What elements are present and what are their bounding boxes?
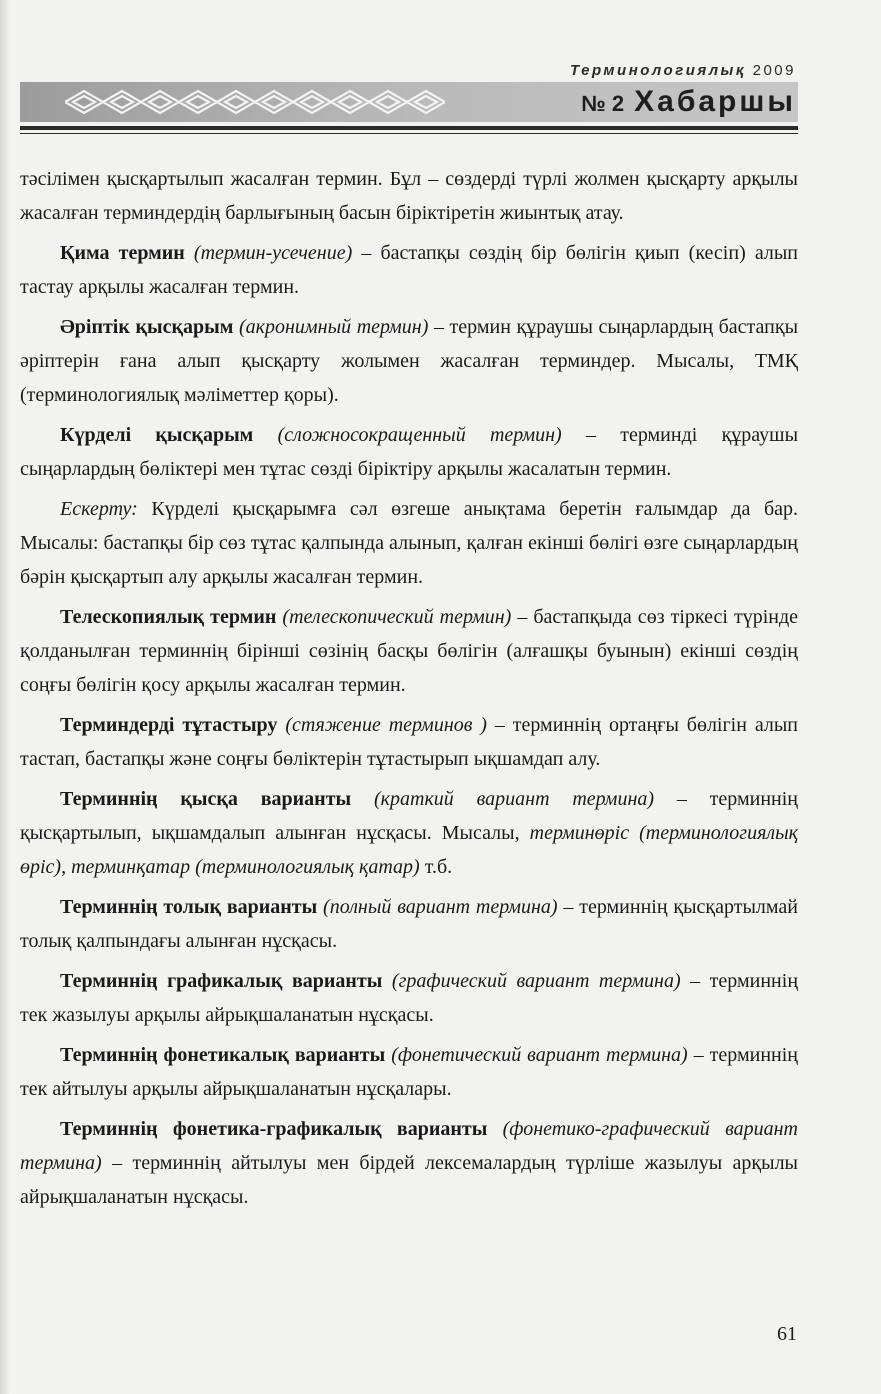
running-header <box>20 60 798 150</box>
term-entry <box>20 782 798 884</box>
term-name: Әріптік қысқарым <box>60 316 234 338</box>
term-name: Терминдерді тұтастыру <box>60 714 278 736</box>
term-entry <box>20 708 798 776</box>
header-rule-thick <box>20 126 798 130</box>
term-name: Терминнің толық варианты <box>60 896 318 918</box>
term-russian: (телескопический термин) <box>282 606 512 628</box>
term-name: Терминнің графикалық варианты <box>60 970 383 992</box>
term-definition: – терминнің қысқартылмай толық қалпындағы алынған нұсқасы. <box>20 896 798 952</box>
series-line <box>570 62 796 79</box>
header-rule-thin <box>20 133 798 134</box>
series-year: 2009 <box>752 62 796 79</box>
note-paragraph <box>20 492 798 594</box>
term-russian: (термин-усечение) <box>193 242 353 264</box>
term-entry <box>20 310 798 412</box>
term-russian: (стяжение терминов ) <box>285 714 487 736</box>
term-definition: – бастапқыда сөз тіркесі түрінде қолданылған терминнің бірінші сөзінің басқы бөлігін (алғашқы буынын) екінші сөздің соңғы бөлігін қосу арқылы жасалған термин. <box>20 606 799 696</box>
note-label: Ескерту: <box>60 498 138 520</box>
term-example: терминөріс (терминологиялық өріс), терминқатар (терминологиялық қатар) <box>20 822 798 878</box>
issue-number: № 2 <box>581 91 625 116</box>
journal-title: Хабаршы <box>634 85 796 118</box>
term-russian: (акронимный термин) <box>238 316 429 338</box>
term-entry <box>20 964 798 1032</box>
term-russian: (графический вариант термина) <box>391 970 681 992</box>
note-text: Күрделі қысқарымға сәл өзгеше анықтама беретін ғалымдар да бар. Мысалы: бастапқы бір сөз тұтас қалпында алынып, қалған екінші бөлігі өзге сыңарлардың бәрін қысқартып алу арқылы жасалған термин. <box>20 498 798 588</box>
term-russian: (краткий вариант термина) <box>373 788 655 810</box>
term-entry <box>20 600 798 702</box>
term-definition: – терминді құраушы сыңарлардың бөліктері мен тұтас сөзді біріктіру арқылы жасалатын термин. <box>20 424 799 480</box>
term-entry <box>20 1112 798 1214</box>
term-russian: (полный вариант термина) <box>323 896 558 918</box>
term-definition: – терминнің тек айтылуы арқылы айрықшаланатын нұсқалары. <box>20 1044 799 1100</box>
ornament-icon <box>65 86 445 118</box>
term-name: Терминнің фонетикалық варианты <box>60 1044 386 1066</box>
term-russian: (сложносокращенный термин) <box>277 424 562 446</box>
term-russian: (фонетико-графический вариант термина) <box>20 1118 798 1174</box>
term-name: Күрделі қысқарым <box>60 424 254 446</box>
paragraph <box>20 162 798 230</box>
term-definition: – терминнің айтылуы мен бірдей лексемалардың түрліше жазылуы арқылы айрықшаланатын нұсқасы. <box>20 1152 798 1208</box>
paragraph-text: тәсілімен қысқартылып жасалған термин. Бұл – сөздерді түрлі жолмен қысқарту арқылы жасалған терминдердің барлығының басын біріктіретін жиынтық атау. <box>20 168 798 224</box>
term-name: Қима термин <box>60 242 185 264</box>
term-entry <box>20 890 798 958</box>
term-entry <box>20 1038 798 1106</box>
term-definition: – бастапқы сөздің бір бөлігін қиып (кесіп) алып тастау арқылы жасалған термин. <box>20 242 799 298</box>
term-definition: – терминнің ортаңғы бөлігін алып тастап, бастапқы және соңғы бөліктерін тұтастырып ықшамдап алу. <box>20 714 799 770</box>
term-name: Терминнің фонетика-графикалық варианты <box>60 1118 488 1140</box>
page-edge-shadow <box>0 0 10 1394</box>
page-number: 61 <box>777 1323 797 1345</box>
term-definition: – термин құраушы сыңарлардың бастапқы әріптерін ғана алып қысқарту жолымен жасалған терминдер. Мысалы, ТМҚ (терминологиялық мәліметтер қоры). <box>20 316 799 406</box>
term-name: Терминнің қысқа варианты <box>60 788 352 810</box>
term-definition: – терминнің тек жазылуы арқылы айрықшаланатын нұсқасы. <box>20 970 799 1026</box>
term-entry <box>20 236 798 304</box>
issue-title <box>581 82 796 122</box>
term-tail: т.б. <box>419 856 453 878</box>
term-name: Телескопиялық термин <box>60 606 277 628</box>
series-title: Терминологиялық <box>570 62 746 79</box>
term-entry <box>20 418 798 486</box>
term-russian: (фонетический вариант термина) <box>391 1044 688 1066</box>
term-definition: – терминнің қысқартылып, ықшамдалып алынған нұсқасы. Мысалы, <box>20 788 799 844</box>
body-text <box>20 162 798 1220</box>
